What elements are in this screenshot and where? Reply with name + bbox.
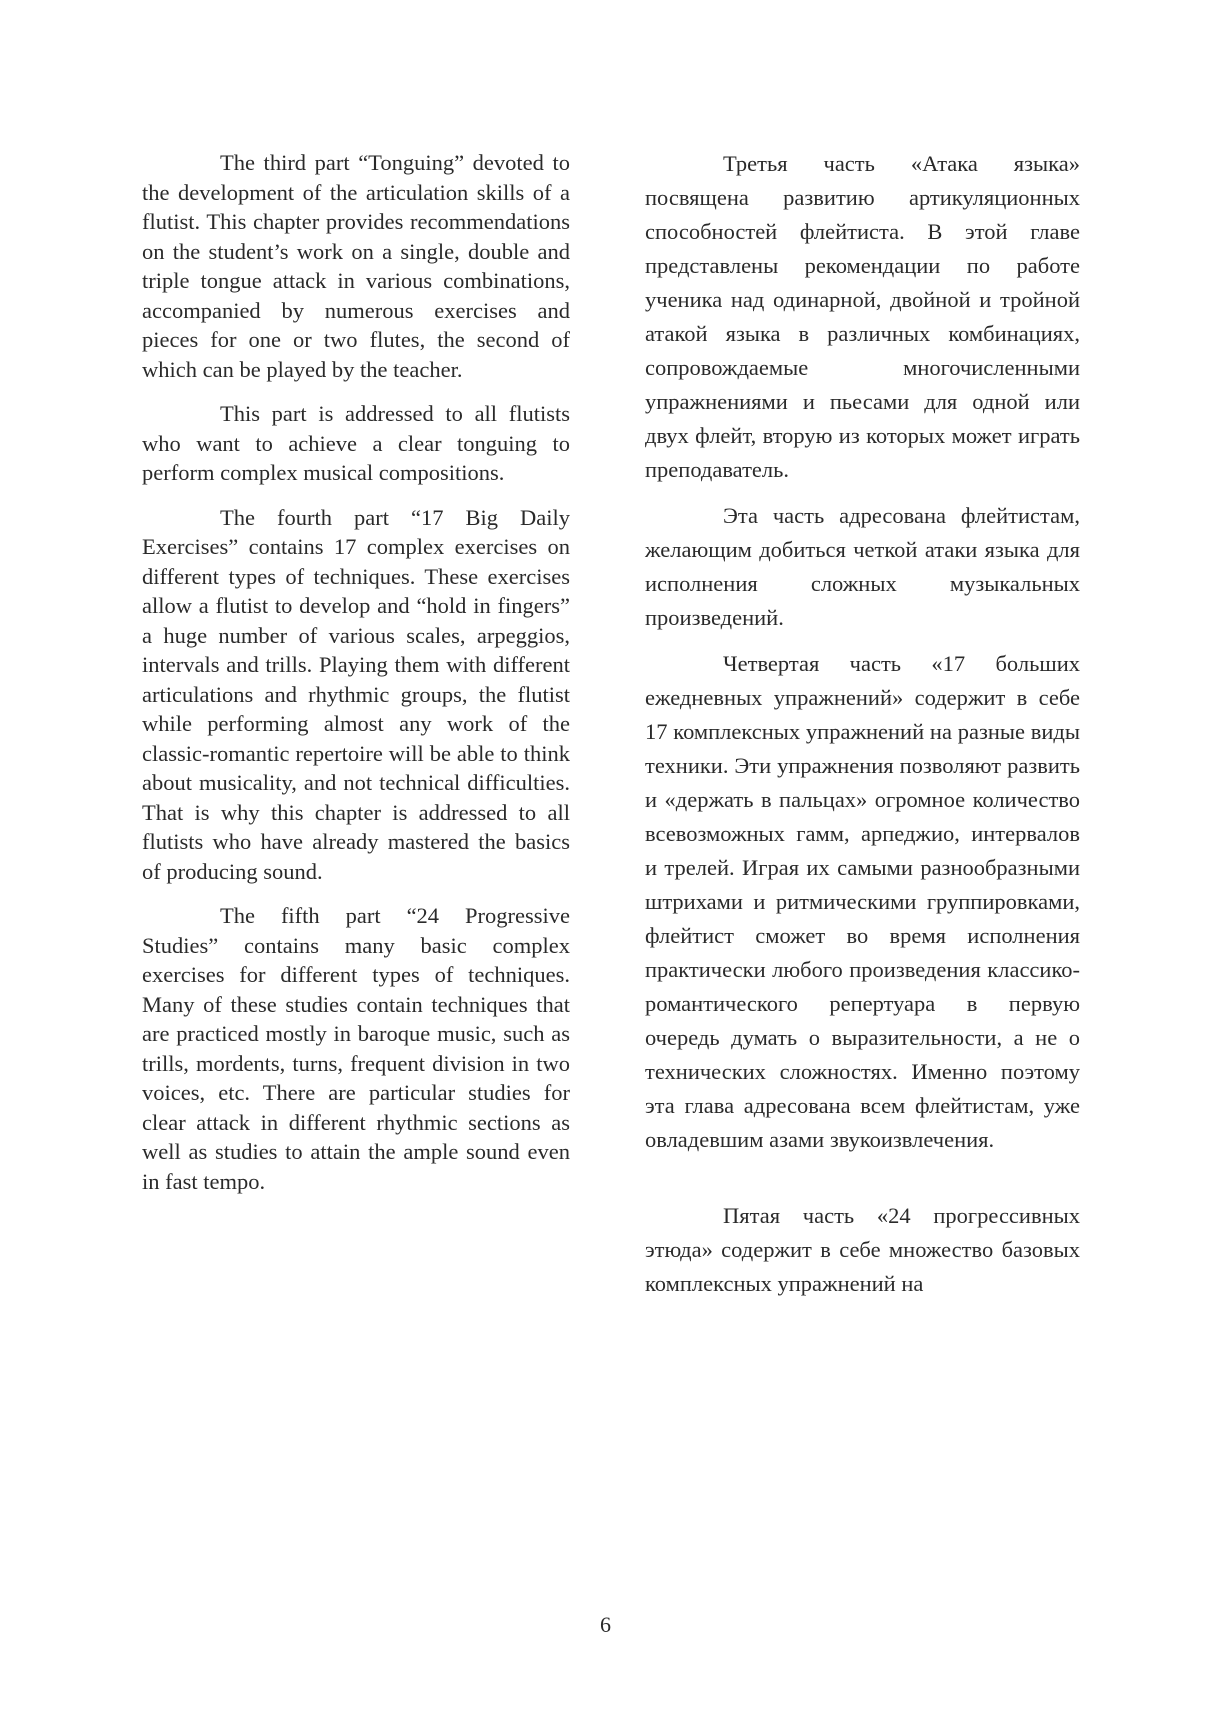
russian-paragraph-tonguing-audience: Эта часть адресована флейтистам, желающим добиться четкой атаки языка для исполнения сложных музыкальных произведений. [645,503,1080,630]
russian-paragraph-daily-exercises: Четвертая часть «17 больших ежедневных упражнений» содержит в себе 17 комплексных упражнений на разные виды техники. Эти упражнения позволяют развить и «держать в пальцах» огромное количество всевозможных гамм, арпеджио, интервалов и трелей. Играя их самыми разнообразными штрихами и ритмическими группировками, флейтист сможет во время исполнения практически любого произведения классико-романтического репертуара в первую очередь думать о выразительности, а не о технических сложностях. Именно поэтому эта глава адресована всем флейтистам, уже овладевшим азами звукоизвлечения. [645,651,1080,1152]
page-number: 6 [600,1612,611,1637]
english-column [142,148,570,1211]
english-paragraph-tonguing: The third part “Tonguing” devoted to the development of the articulation skills of a flutist. This chapter provides recommendations on the student’s work on a single, double and triple tongue attack in various combinations, accompanied by numerous exercises and pieces for one or two flutes, the second of which can be played by the teacher. [142,150,570,382]
english-paragraph-tonguing-audience: This part is addressed to all flutists who want to achieve a clear tonguing to perform complex musical compositions. [142,401,570,485]
english-paragraph-daily-exercises: The fourth part “17 Big Daily Exercises” contains 17 complex exercises on different types of techniques. These exercises allow a flutist to develop and “hold in fingers” a huge number of various scales, arpeggios, intervals and trills. Playing them with different articulations and rhythmic groups, the flutist while performing almost any work of the classic-romantic repertoire will be able to think about musicality, and not technical difficulties. That is why this chapter is addressed to all flutists who have already mastered the basics of producing sound. [142,504,570,884]
russian-column [645,147,1080,1313]
english-paragraph-progressive-studies: The fifth part “24 Progressive Studies” contains many basic complex exercises for different types of techniques. Many of these studies contain techniques that are practiced mostly in baroque music, such as trills, mordents, turns, frequent division in two voices, etc. There are particular studies for clear attack in different rhythmic sections as well as studies to attain the ample sound even in fast tempo. [142,903,570,1194]
russian-paragraph-progressive-studies: Пятая часть «24 прогрессивных этюда» содержит в себе множество базовых комплексных упражнений на [645,1203,1080,1296]
russian-paragraph-tonguing: Третья часть «Атака языка» посвящена развитию артикуляционных способностей флейтиста. В этой главе представлены рекомендации по работе ученика над одинарной, двойной и тройной атакой языка в различных комбинациях, сопровождаемые многочисленными упражнениями и пьесами для одной или двух флейт, вторую из которых может играть преподаватель. [645,151,1080,482]
